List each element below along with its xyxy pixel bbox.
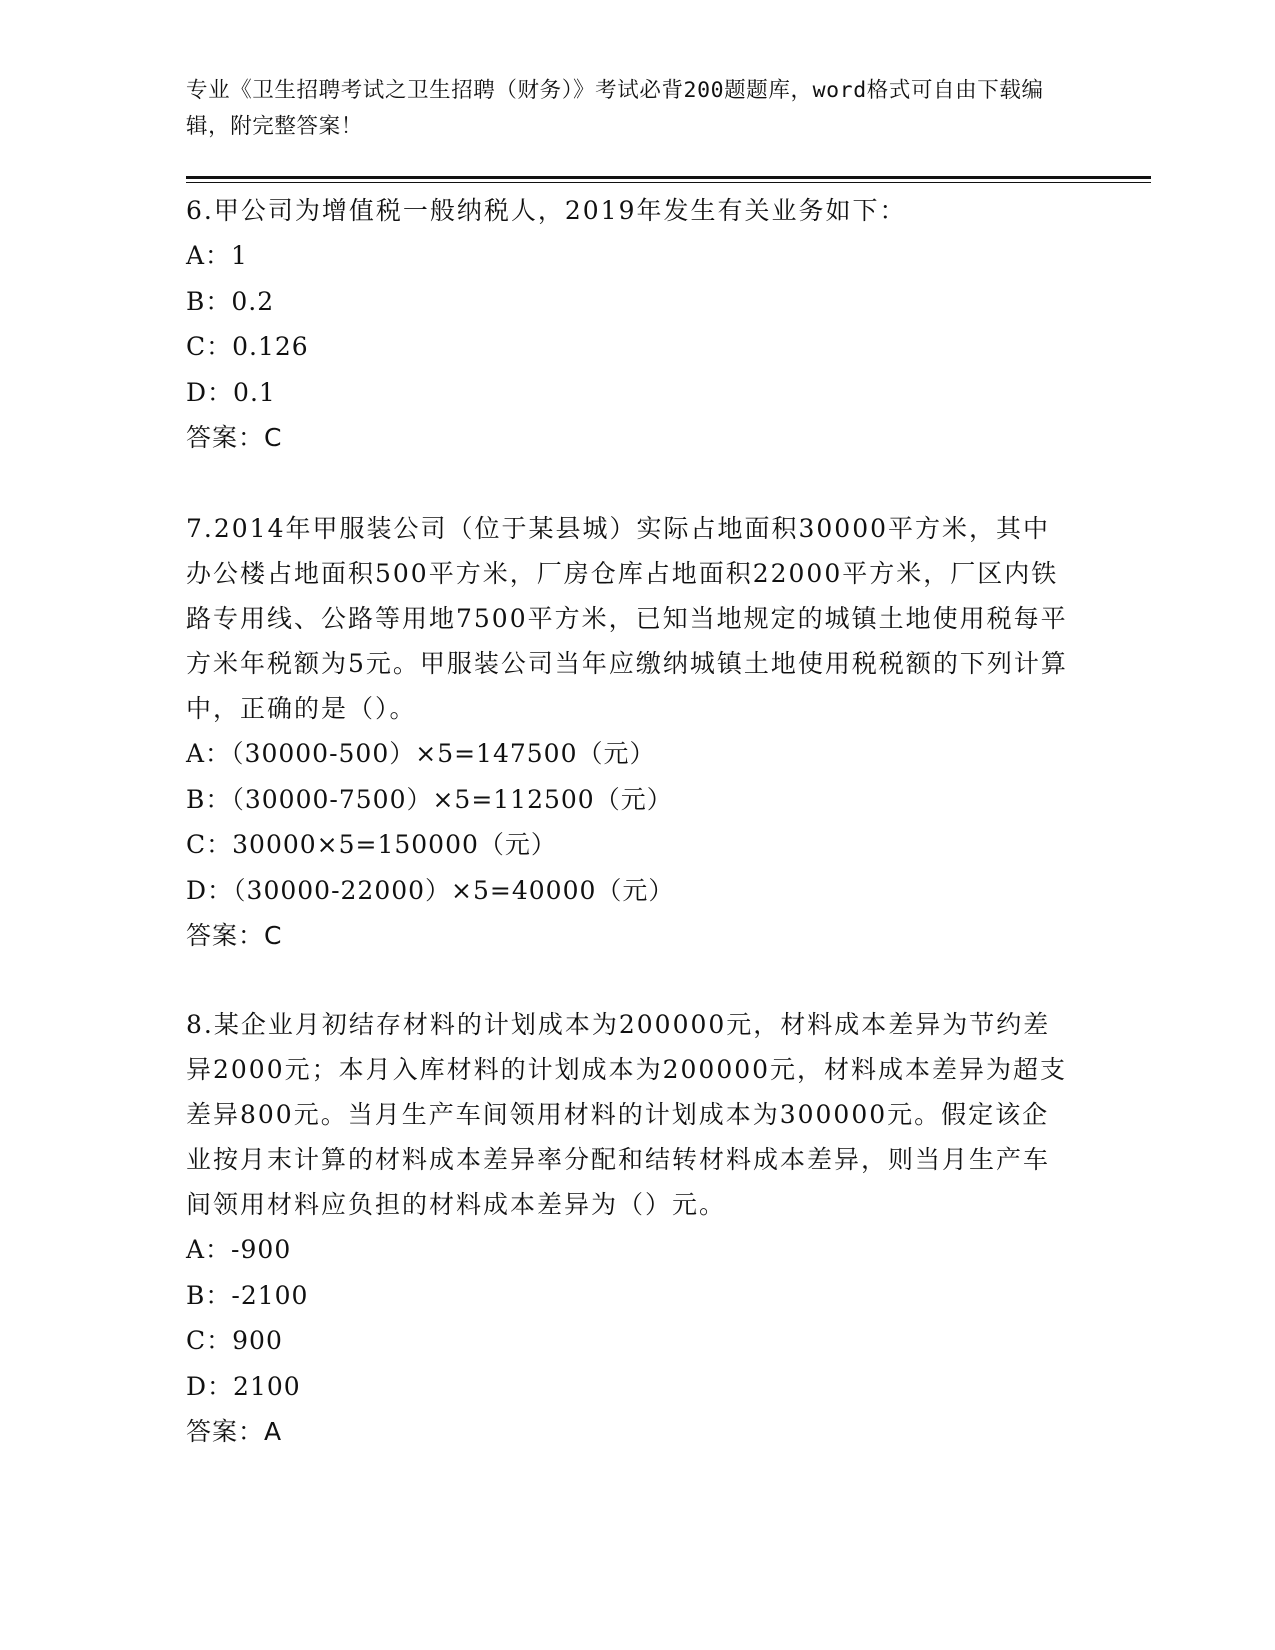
header-divider-thick [186, 176, 1151, 179]
option-a: A：（30000-500）×5=147500（元） [186, 739, 656, 768]
option-b: B：（30000-7500）×5=112500（元） [186, 784, 673, 814]
question-stem: 8.某企业月初结存材料的计划成本为200000元，材料成本差异为节约差异2000元；本月入库材料的计划成本为200000元，材料成本差异为超支差异800元。当月生产车间领用材料的计划成本为300000元。假定该企业按月末计算的材料成本差异率分配和结转材料成本差异，则当月生产车间领用材料应负担的材料成本差异为（）元。 [186, 1010, 1068, 1219]
option-a: A：-900 [186, 1235, 292, 1264]
option-d: D：0.1 [186, 377, 276, 407]
option-b: B：-2100 [186, 1280, 309, 1310]
option-d: D：（30000-22000）×5=40000（元） [186, 875, 675, 905]
header-divider-thin [186, 182, 1151, 183]
option-b: B：0.2 [186, 286, 275, 316]
answer-line: 答案：C [186, 921, 283, 950]
question-6 [186, 188, 1076, 461]
option-c: C：30000×5=150000（元） [186, 830, 557, 859]
option-c: C：900 [186, 1326, 283, 1355]
question-8 [186, 1002, 1076, 1455]
answer-line: 答案：A [186, 1417, 283, 1446]
document-header: 专业《卫生招聘考试之卫生招聘（财务）》考试必背200题题库，word格式可自由下载编辑，附完整答案！ [186, 78, 1044, 139]
option-a: A：1 [186, 241, 248, 270]
question-stem: 7.2014年甲服装公司（位于某县城）实际占地面积30000平方米，其中办公楼占地面积500平方米，厂房仓库占地面积22000平方米，厂区内铁路专用线、公路等用地7500平方米，已知当地规定的城镇土地使用税每平方米年税额为5元。甲服装公司当年应缴纳城镇土地使用税税额的下列计算中，正确的是（）。 [186, 514, 1068, 723]
option-d: D：2100 [186, 1371, 301, 1401]
option-c: C：0.126 [186, 332, 309, 361]
question-stem: 6.甲公司为增值税一般纳税人，2019年发生有关业务如下： [186, 196, 907, 225]
question-7 [186, 506, 1076, 959]
answer-line: 答案：C [186, 423, 283, 452]
